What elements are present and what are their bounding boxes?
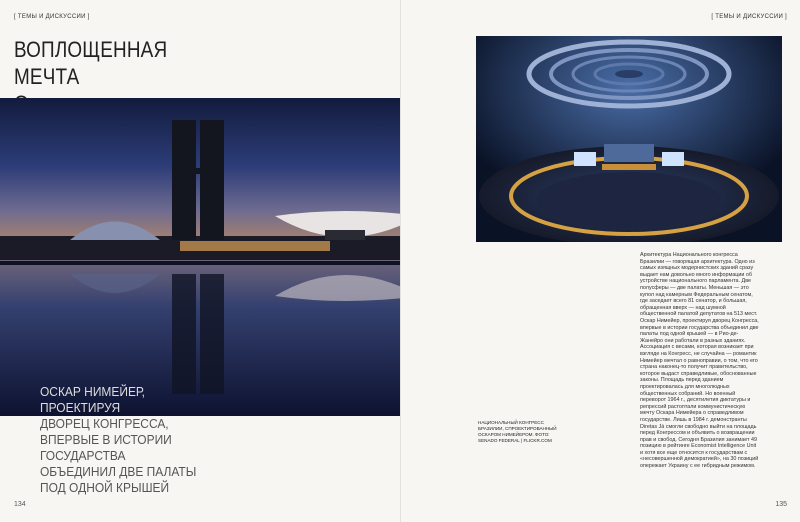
pull-quote-line: ДВОРЕЦ КОНГРЕССА,	[40, 416, 169, 431]
section-tag-right: [ ТЕМЫ И ДИСКУССИИ ]	[711, 14, 787, 20]
pull-quote-line: ВПЕРВЫЕ В ИСТОРИИ	[40, 432, 172, 447]
pull-quote	[40, 384, 242, 496]
title-line-1: ВОПЛОЩЕННАЯ МЕЧТА	[14, 37, 168, 89]
pull-quote-line: ГОСУДАРСТВА	[40, 448, 126, 463]
photo-caption: НАЦИОНАЛЬНЫЙ КОНГРЕСС БРАЗИЛИИ, СПРОЕКТИРОВАННЫЙ ОСКАРОМ НИМЕЙЕРОМ. ФОТО: SENADO FEDERAL | FLICKR.COM	[478, 420, 557, 443]
pull-quote-line: ПРОЕКТИРУЯ	[40, 400, 121, 415]
page-number-right: 135	[775, 501, 787, 508]
section-tag-left: [ ТЕМЫ И ДИСКУССИИ ]	[14, 14, 90, 20]
page-number-left: 134	[14, 501, 26, 508]
pull-quote-line: ОБЪЕДИНИЛ ДВЕ ПАЛАТЫ	[40, 464, 197, 479]
pull-quote-line: ОСКАР НИМЕЙЕР,	[40, 384, 145, 399]
congress-chamber-photo	[476, 36, 782, 242]
body-paragraph-2: Оскар Нимейер, проектируя дворец Конгресса, впервые в истории государства объединил две палаты под одной крышей — в Рио-де-Жанейро они работали в разных зданиях. Ассоциация с весами, которая возникает при взгляде на Конгресс, не случайна — романтик Нимейер мечтал о равноправии, о том, что его страна наконец-то получит правительство, которое выдаст справедливые, обоснованные законы. Площадь перед зданием проектировалась для многолюдных общественных собраний. Но военный переворот 1964 г., десятилетия диктатуры и репрессий растоптали коммунистическую мечту Оскара Нимейера о справедливом государстве. Лишь в 1984 г. демонстранты Diretas Já смогли свободно выйти на площадь перед Конгрессом и объявить о возвращении прав и свобод. Сегодня Бразилия занимает 49 позицию в рейтинге Economist Intelligence Unit и хотя все еще относится к государствам с «несовершенной демократией», на 30 позиций опережает Украину с ее гибридным режимом.	[640, 318, 759, 470]
congress-exterior-image	[0, 98, 463, 416]
chamber-interior-image	[476, 36, 782, 242]
congress-exterior-photo	[0, 98, 463, 416]
body-paragraph-1: Архитектура Национального конгресса Бразилии — говорящая архитектура. Одно из самых изящных модернистских зданий сразу выдает нам довольно много информации об устройстве национального парламента. Две полусферы — две палаты. Меньшая — это купол над камерным Федеральным сенатом, где заседает всего 81 сенатор, и большая, обращенная вверх — над шумной общественной палатой депутатов на 513 мест.	[640, 252, 758, 318]
pull-quote-line: ПОД ОДНОЙ КРЫШЕЙ	[40, 480, 170, 495]
